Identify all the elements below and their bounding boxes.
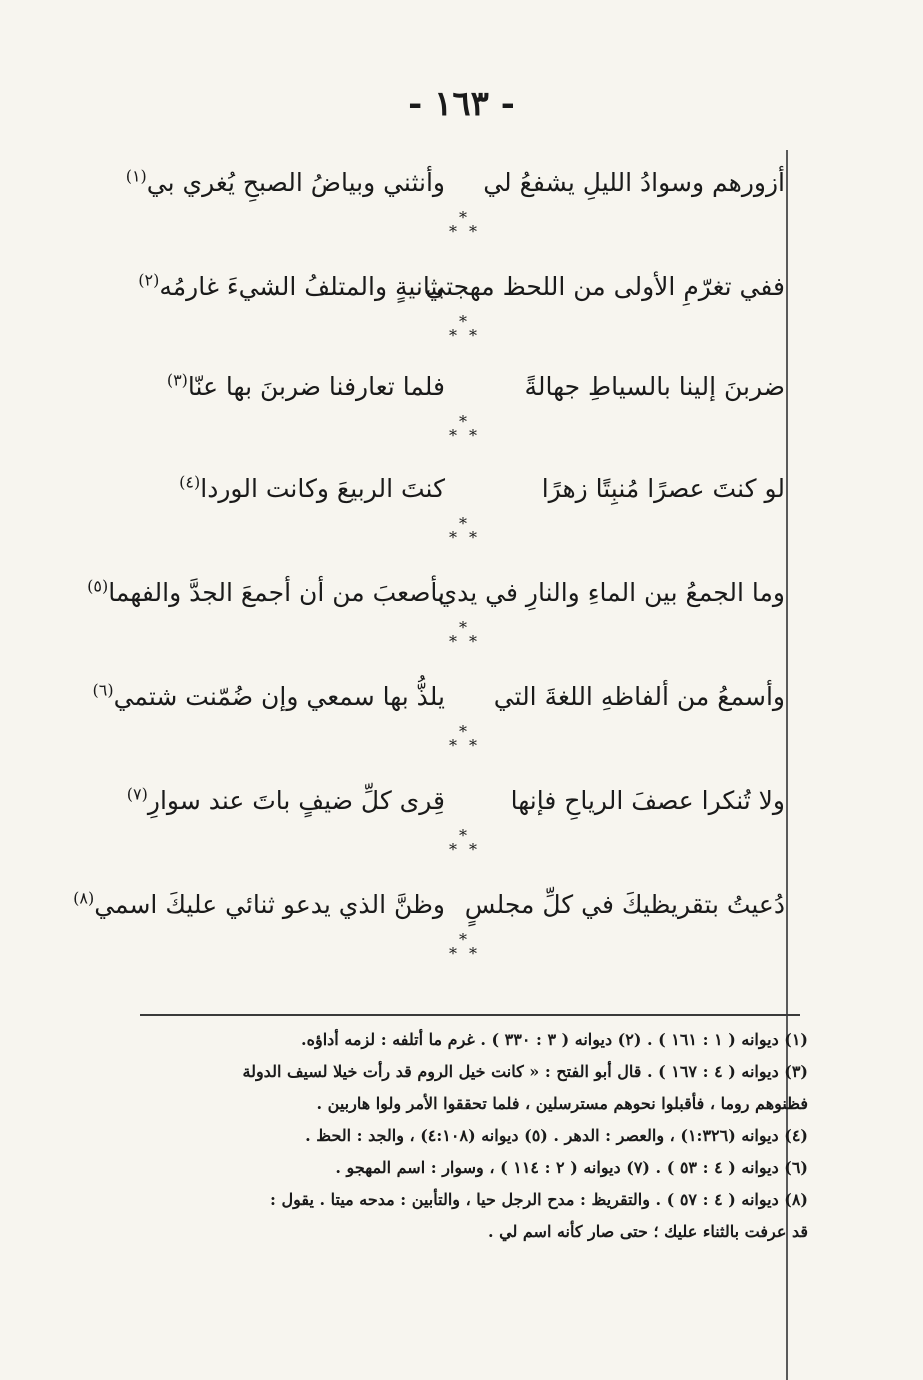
footnote-line: (٦) ديوانه ( ٤ : ٥٣ ) . (٧) ديوانه ( ٢ : ١١٤ ) ، وسوار : اسم المهجو . (335, 1158, 808, 1177)
verse-second-hemistich-text: فلما تعارفنا ضربنَ بها عنّا (187, 372, 445, 401)
asterisk-glyph: * (449, 632, 457, 651)
footnote-line: (٤) ديوانه (١:٣٢٦) ، والعصر : الدهر . (٥) ديوانه (٤:١٠٨) ، والجد : الحظ . (305, 1126, 808, 1145)
footnote-ref: (٢) (138, 270, 160, 290)
verse-line (87, 568, 785, 618)
asterisk-glyph: * (459, 930, 467, 949)
verse-first-hemistich: ولا تُنكرا عصفَ الرياحِ فإنها (510, 786, 785, 815)
verse-first-hemistich: ففي تغرّمِ الأولى من اللحظ مهجتي (425, 272, 785, 301)
footnote-line: (٨) ديوانه ( ٤ : ٥٧ ) . والتقريظ : مدح الرجل حيا ، والتأبين : مدحه ميتا . يقول : (270, 1190, 808, 1209)
verse-line (160, 362, 785, 412)
verse-second-hemistich-text: قِرى كلِّ ضيفٍ باتَ عند سوارِ (147, 786, 445, 815)
verse-second-hemistich-text: كنتَ الربيعَ وكانت الوردا (200, 474, 445, 503)
verse-first-hemistich: أزورهم وسوادُ الليلِ يشفعُ لي (483, 168, 785, 197)
footnote-ref: (٦) (92, 680, 114, 700)
asterisk-glyph: * (459, 208, 467, 227)
verse-separator (435, 516, 495, 552)
page-number: - ١٦٣ - (408, 84, 515, 124)
verse-first-hemistich: وأسمعُ من ألفاظهِ اللغةَ التي (493, 682, 785, 711)
verse-second-hemistich (125, 158, 445, 208)
verse-separator (435, 932, 495, 968)
asterisk-glyph: * (459, 722, 467, 741)
verse-second-hemistich (92, 672, 445, 722)
verse-second-hemistich (155, 362, 445, 412)
footnote-ref: (٨) (73, 888, 95, 908)
verse-second-hemistich-text: بثانيةٍ والمتلفُ الشيءَ غارمُه (159, 272, 445, 301)
footnote-ref: (٣) (166, 370, 188, 390)
asterisk-glyph: * (449, 326, 457, 345)
asterisk-glyph: * (469, 736, 477, 755)
verse-first-hemistich: وما الجمعُ بين الماءِ والنارِ في يدي (437, 578, 785, 607)
verse-first-hemistich: ضربنَ إلينا بالسياطِ جهالةً (524, 372, 785, 401)
verse-line (138, 262, 785, 312)
asterisk-glyph: * (449, 840, 457, 859)
footnote-line: قد عرفت بالثناء عليك ؛ حتى صار كأنه اسم لي . (487, 1222, 808, 1241)
verse-second-hemistich (126, 776, 445, 826)
footnote-line: (١) ديوانه ( ١ : ١٦١ ) . (٢) ديوانه ( ٣ : ٣٣٠ ) . غرم ما أتلفه : لزمه أداؤه. (301, 1030, 808, 1049)
footnote-ref: (٧) (126, 784, 148, 804)
asterisk-glyph: * (469, 840, 477, 859)
asterisk-glyph: * (469, 426, 477, 445)
asterisk-glyph: * (469, 326, 477, 345)
asterisk-glyph: * (449, 736, 457, 755)
verse-separator (435, 210, 495, 246)
verse-second-hemistich-text: وظنَّ الذي يدعو ثنائي عليكَ اسمي (94, 890, 445, 919)
verse-first-hemistich: دُعيتُ بتقريظيكَ في كلِّ مجلسٍ (464, 890, 785, 919)
verse-line (73, 880, 785, 930)
asterisk-glyph: * (459, 514, 467, 533)
footnote-divider (140, 1014, 800, 1016)
verse-line (125, 158, 785, 208)
footnotes (128, 1024, 808, 1248)
asterisk-glyph: * (459, 412, 467, 431)
asterisk-glyph: * (469, 528, 477, 547)
verse-second-hemistich-text: بأصعبَ من أن أجمعَ الجدَّ والفهما (108, 578, 445, 607)
verse-separator (435, 828, 495, 864)
verse-line (92, 672, 785, 722)
verse-line (160, 464, 785, 514)
verse-separator (435, 724, 495, 760)
verse-separator (435, 620, 495, 656)
asterisk-glyph: * (449, 426, 457, 445)
verse-separator (435, 414, 495, 450)
asterisk-glyph: * (469, 222, 477, 241)
asterisk-glyph: * (469, 944, 477, 963)
asterisk-glyph: * (449, 528, 457, 547)
verse-second-hemistich-text: يلذُّ بها سمعي وإن ضُمّنت شتمي (113, 682, 445, 711)
verse-first-hemistich: لو كنتَ عصرًا مُنبِتًا زهرًا (541, 474, 785, 503)
footnote-ref: (٥) (87, 576, 109, 596)
asterisk-glyph: * (449, 944, 457, 963)
asterisk-glyph: * (469, 632, 477, 651)
asterisk-glyph: * (459, 312, 467, 331)
verse-second-hemistich (138, 262, 445, 312)
verse-second-hemistich (73, 880, 445, 930)
footnote-ref: (٤) (179, 472, 201, 492)
verse-second-hemistich (155, 464, 445, 514)
footnote-line: (٣) ديوانه ( ٤ : ١٦٧ ) . قال أبو الفتح : « كانت خيل الروم قد رأت خيلا لسيف الدولة (242, 1062, 808, 1081)
asterisk-glyph: * (449, 222, 457, 241)
verse-second-hemistich (87, 568, 445, 618)
footnote-line: فظنوهم روما ، فأقبلوا نحوهم مسترسلين ، فلما تحققوا الأمر ولوا هاربين . (316, 1094, 808, 1113)
footnote-ref: (١) (125, 166, 147, 186)
asterisk-glyph: * (459, 826, 467, 845)
asterisk-glyph: * (459, 618, 467, 637)
verse-line (126, 776, 785, 826)
verse-second-hemistich-text: وأنثني وبياضُ الصبحِ يُغري بي (146, 168, 445, 197)
verse-separator (435, 314, 495, 350)
